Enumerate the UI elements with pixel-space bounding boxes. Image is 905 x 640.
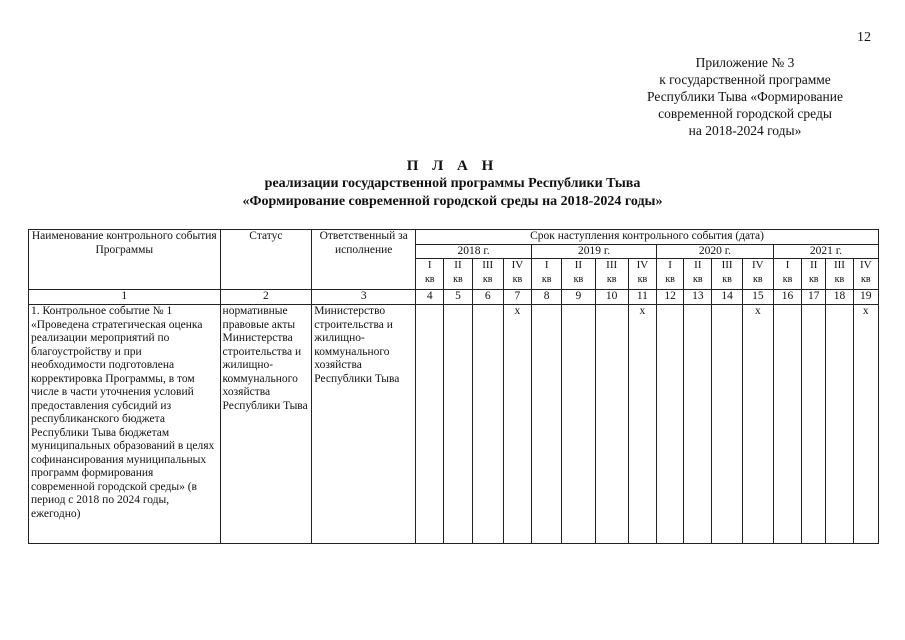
column-number: 10 bbox=[595, 290, 628, 305]
year-header: 2020 г. bbox=[657, 244, 774, 259]
quarter-mark-cell bbox=[712, 305, 742, 544]
title-line: реализации государственной программы Республики Тыва bbox=[264, 176, 641, 191]
column-number: 1 bbox=[29, 290, 221, 305]
quarter-header bbox=[773, 259, 801, 290]
header-status: Статус bbox=[220, 230, 312, 290]
quarter-abbrev: кв bbox=[782, 273, 793, 285]
quarter-header bbox=[503, 259, 531, 290]
quarter-number: IV bbox=[752, 259, 764, 271]
quarter-abbrev: кв bbox=[722, 273, 732, 285]
quarter-mark-cell bbox=[802, 305, 826, 544]
quarter-header bbox=[826, 259, 853, 290]
column-number: 11 bbox=[628, 290, 656, 305]
year-header: 2021 г. bbox=[773, 244, 878, 259]
quarter-number: II bbox=[810, 259, 818, 271]
quarter-header bbox=[562, 259, 595, 290]
quarter-number: II bbox=[574, 259, 583, 271]
appendix-line: к государственной программе bbox=[659, 72, 831, 87]
column-number: 15 bbox=[742, 290, 773, 305]
plan-table bbox=[28, 229, 879, 544]
column-number: 19 bbox=[853, 290, 878, 305]
header-responsible: Ответственный за исполнение bbox=[312, 230, 416, 290]
event-responsible: Министерство строительства и жилищно-коммунального хозяйства Республики Тыва bbox=[312, 305, 416, 544]
quarter-mark-cell bbox=[416, 305, 444, 544]
quarter-mark-cell: x bbox=[503, 305, 531, 544]
quarter-number: III bbox=[721, 259, 733, 271]
quarter-header bbox=[532, 259, 562, 290]
column-number: 3 bbox=[312, 290, 416, 305]
quarter-number: IV bbox=[859, 259, 872, 271]
quarter-header bbox=[853, 259, 878, 290]
quarter-header bbox=[416, 259, 444, 290]
quarter-number: II bbox=[454, 259, 462, 271]
header-name: Наименование контрольного события Программы bbox=[29, 230, 221, 290]
year-header: 2019 г. bbox=[532, 244, 657, 259]
quarter-header bbox=[742, 259, 773, 290]
quarter-header bbox=[628, 259, 656, 290]
quarter-abbrev: кв bbox=[834, 273, 845, 285]
quarter-number: III bbox=[833, 259, 845, 271]
quarter-header bbox=[657, 259, 684, 290]
quarter-abbrev: кв bbox=[606, 273, 617, 285]
event-name: 1. Контрольное событие № 1 «Проведена стратегическая оценка реализации мероприятий по благоустройству и при необходимости подготовлена корректировка Программы, в том числе в части уточнения условий предоставления субсидий из республиканского бюджета Республики Тыва бюджетам муниципальных образований в целях софинансирования муниципальных программ формирования современной городской среды» (в период с 2018 по 2024 годы, ежегодно) bbox=[29, 305, 221, 544]
column-number: 16 bbox=[773, 290, 801, 305]
quarter-number: III bbox=[606, 259, 618, 271]
quarter-mark-cell bbox=[444, 305, 472, 544]
column-number: 6 bbox=[472, 290, 503, 305]
quarter-number: I bbox=[427, 259, 432, 271]
event-status: нормативные правовые акты Министерства строительства и жилищно-коммунального хозяйства Республики Тыва bbox=[220, 305, 312, 544]
appendix-line: Приложение № 3 bbox=[695, 55, 795, 70]
quarter-mark-cell bbox=[773, 305, 801, 544]
quarter-header bbox=[684, 259, 712, 290]
quarter-number: IV bbox=[511, 259, 524, 271]
title-plan: П Л А Н bbox=[406, 158, 499, 174]
column-number: 8 bbox=[532, 290, 562, 305]
appendix-line: на 2018-2024 годы» bbox=[688, 123, 802, 138]
quarter-abbrev: кв bbox=[808, 273, 819, 285]
quarter-number: I bbox=[785, 259, 790, 271]
document-title bbox=[200, 157, 705, 211]
appendix-line: современной городской среды bbox=[658, 106, 832, 121]
quarter-mark-cell: x bbox=[742, 305, 773, 544]
column-number: 4 bbox=[416, 290, 444, 305]
quarter-abbrev: кв bbox=[512, 273, 523, 285]
quarter-header bbox=[595, 259, 628, 290]
quarter-header bbox=[444, 259, 472, 290]
column-number: 5 bbox=[444, 290, 472, 305]
quarter-abbrev: кв bbox=[753, 273, 763, 285]
quarter-number: I bbox=[544, 259, 549, 271]
column-number: 7 bbox=[503, 290, 531, 305]
quarter-abbrev: кв bbox=[860, 273, 871, 285]
table-row bbox=[29, 305, 879, 544]
quarter-number: I bbox=[668, 259, 672, 271]
quarter-mark-cell bbox=[684, 305, 712, 544]
quarter-mark-cell bbox=[826, 305, 853, 544]
appendix-note bbox=[610, 54, 880, 139]
quarter-mark-cell: x bbox=[853, 305, 878, 544]
quarter-abbrev: кв bbox=[541, 273, 552, 285]
quarter-abbrev: кв bbox=[665, 273, 675, 285]
column-number-row bbox=[29, 290, 879, 305]
column-number: 13 bbox=[684, 290, 712, 305]
quarter-mark-cell bbox=[657, 305, 684, 544]
quarter-abbrev: кв bbox=[453, 273, 463, 285]
quarter-header bbox=[802, 259, 826, 290]
quarter-mark-cell bbox=[562, 305, 595, 544]
column-number: 9 bbox=[562, 290, 595, 305]
quarter-mark-cell bbox=[595, 305, 628, 544]
quarter-abbrev: кв bbox=[573, 273, 584, 285]
quarter-number: III bbox=[482, 259, 494, 271]
quarter-mark-cell bbox=[472, 305, 503, 544]
column-number: 2 bbox=[220, 290, 312, 305]
column-number: 17 bbox=[802, 290, 826, 305]
quarter-number: IV bbox=[636, 259, 649, 271]
quarter-number: II bbox=[694, 259, 702, 271]
quarter-abbrev: кв bbox=[482, 273, 493, 285]
column-number: 12 bbox=[657, 290, 684, 305]
year-header: 2018 г. bbox=[416, 244, 532, 259]
quarter-mark-cell bbox=[532, 305, 562, 544]
quarter-abbrev: кв bbox=[424, 273, 435, 285]
appendix-line: Республики Тыва «Формирование bbox=[647, 89, 843, 104]
quarter-header bbox=[712, 259, 742, 290]
quarter-abbrev: кв bbox=[693, 273, 703, 285]
header-deadline: Срок наступления контрольного события (дата) bbox=[416, 230, 879, 245]
column-number: 18 bbox=[826, 290, 853, 305]
quarter-header bbox=[472, 259, 503, 290]
title-line: «Формирование современной городской среды на 2018-2024 годы» bbox=[242, 194, 663, 209]
page-number: 12 bbox=[857, 30, 871, 45]
column-number: 14 bbox=[712, 290, 742, 305]
quarter-mark-cell: x bbox=[628, 305, 656, 544]
quarter-abbrev: кв bbox=[637, 273, 648, 285]
